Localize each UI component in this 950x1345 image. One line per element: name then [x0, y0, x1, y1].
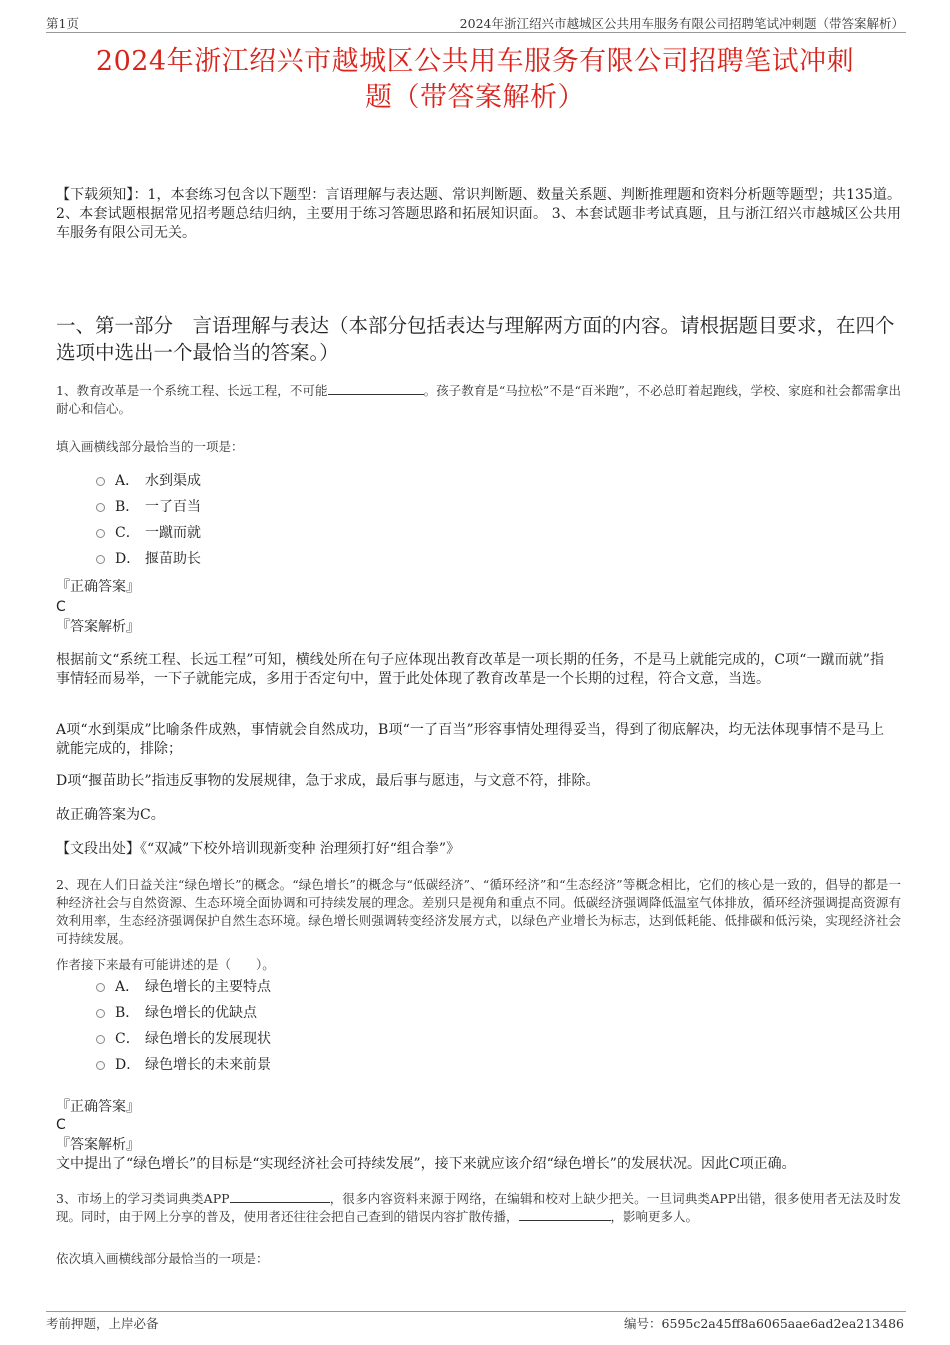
radio-icon[interactable] — [96, 1035, 105, 1044]
radio-icon[interactable] — [96, 529, 105, 538]
title-line-2: 题（带答案解析） — [365, 82, 585, 113]
radio-icon[interactable] — [96, 1009, 105, 1018]
radio-icon[interactable] — [96, 983, 105, 992]
q1-option-c[interactable]: C． 一蹴而就 — [96, 523, 201, 543]
q1-analysis-paragraph: A项“水到渠成”比喻条件成熟，事情就会自然成功，B项“一了百当”形容事情处理得妥当，得到了彻底解决，均无法体现事情不是马上就能完成的，排除； — [56, 722, 884, 757]
q1-stem-part-b: 。孩子教育是“马拉松”不是“百米跑”，不必总盯着起跑线，学校、家庭和社会都需拿出耐心和信心。 — [56, 383, 901, 416]
q3-blank-1 — [230, 1202, 330, 1203]
header-divider — [46, 32, 906, 33]
question-3-stem — [56, 1190, 901, 1226]
q2-option-b[interactable]: B． 绿色增长的优缺点 — [96, 1003, 257, 1023]
q1-analysis-paragraph: 根据前文“系统工程、长远工程”可知，横线处所在句子应体现出教育改革是一项长期的任务，不是马上就能完成的，C项“一蹴而就”指事情轻而易举，一下子就能完成，多用于否定句中，置于此处体现了教育改革是一个长期的过程，符合文意，当选。 — [56, 652, 884, 687]
q1-blank — [328, 394, 424, 395]
question-1-prompt: 填入画横线部分最恰当的一项是： — [56, 439, 244, 454]
q1-answer: C — [56, 599, 66, 615]
question-2-prompt: 作者接下来最有可能讲述的是（ ）。 — [56, 957, 275, 972]
radio-icon[interactable] — [96, 477, 105, 486]
running-header: 2024年浙江绍兴市越城区公共用车服务有限公司招聘笔试冲刺题（带答案解析） — [459, 16, 904, 31]
q1-source: 【文段出处】《“双减”下校外培训现新变种 治理须打好“组合拳”》 — [56, 841, 461, 857]
footer-slogan: 考前押题，上岸必备 — [46, 1316, 159, 1331]
q1-option-b[interactable]: B． 一了百当 — [96, 497, 201, 517]
q3-blank-2 — [519, 1220, 611, 1221]
download-notice: 【下载须知】：1，本套练习包含以下题型：言语理解与表达题、常识判断题、数量关系题、判断推理题和资料分析题等题型；共135道。 2、本套试题根据常见招考题总结归纳，主要用于练习答题思路和拓展知识面。 3、本套试题非考试真题，且与浙江绍兴市越城区公共用车服务有限公司无关。 — [56, 187, 901, 241]
page-number: 第1页 — [46, 16, 79, 31]
q2-answer-heading: 『正确答案』 — [56, 1099, 140, 1115]
document-id: 编号：6595c2a45ff8a6065aae6ad2ea213486 — [624, 1316, 904, 1331]
radio-icon[interactable] — [96, 1061, 105, 1070]
q2-option-d[interactable]: D． 绿色增长的未来前景 — [96, 1055, 271, 1075]
radio-icon[interactable] — [96, 503, 105, 512]
q1-analysis-heading: 『答案解析』 — [56, 619, 140, 635]
q3-stem-part-b: ，很多内容资料来源于网络，在编辑和校对上缺少把关。一旦词典类APP出错，很多使用者无法及时发现。同时，由于网上分享的普及，使用者还往往会把自己查到的错误内容扩散传播， — [56, 1191, 901, 1224]
title-line-1: 2024年浙江绍兴市越城区公共用车服务有限公司招聘笔试冲刺 — [95, 46, 855, 77]
q3-stem-part-a: 3、市场上的学习类词典类APP — [56, 1191, 230, 1206]
q1-option-a[interactable]: A． 水到渠成 — [96, 471, 201, 491]
q1-option-d[interactable]: D． 揠苗助长 — [96, 549, 201, 569]
q1-stem-part-a: 1、教育改革是一个系统工程、长远工程，不可能 — [56, 383, 328, 398]
section-heading: 一、第一部分 言语理解与表达（本部分包括表达与理解两方面的内容。请根据题目要求，在四个选项中选出一个最恰当的答案。） — [56, 314, 895, 364]
q1-analysis-conclusion: 故正确答案为C。 — [56, 807, 165, 823]
q1-answer-heading: 『正确答案』 — [56, 579, 140, 595]
q2-analysis: 文中提出了“绿色增长”的目标是“实现经济社会可持续发展”，接下来就应该介绍“绿色增长”的发展状况。因此C项正确。 — [56, 1156, 796, 1172]
question-3-prompt: 依次填入画横线部分最恰当的一项是： — [56, 1251, 269, 1266]
q2-option-c[interactable]: C． 绿色增长的发展现状 — [96, 1029, 271, 1049]
question-1-stem — [56, 382, 901, 418]
question-2-stem: 2、现在人们日益关注“绿色增长”的概念。“绿色增长”的概念与“低碳经济”、“循环经济”和“生态经济”等概念相比，它们的核心是一致的，倡导的都是一种经济社会与自然资源、生态环境全面协调和可持续发展的理念。差别只是视角和重点不同。低碳经济强调降低温室气体排放，循环经济强调提高资源有效利用率，生态经济强调保护自然生态环境。绿色增长则强调转变经济发展方式，以绿色产业增长为标志，达到低耗能、低排碳和低污染，实现经济社会可持续发展。 — [56, 877, 901, 946]
q2-answer: C — [56, 1117, 66, 1133]
q2-analysis-heading: 『答案解析』 — [56, 1137, 140, 1153]
q1-analysis-paragraph: D项“揠苗助长”指违反事物的发展规律，急于求成，最后事与愿违，与文意不符，排除。 — [56, 773, 600, 789]
radio-icon[interactable] — [96, 555, 105, 564]
document-title — [40, 44, 910, 116]
q2-option-a[interactable]: A． 绿色增长的主要特点 — [96, 977, 271, 997]
footer-divider — [46, 1311, 906, 1312]
q3-stem-part-c: ，影响更多人。 — [610, 1209, 699, 1224]
